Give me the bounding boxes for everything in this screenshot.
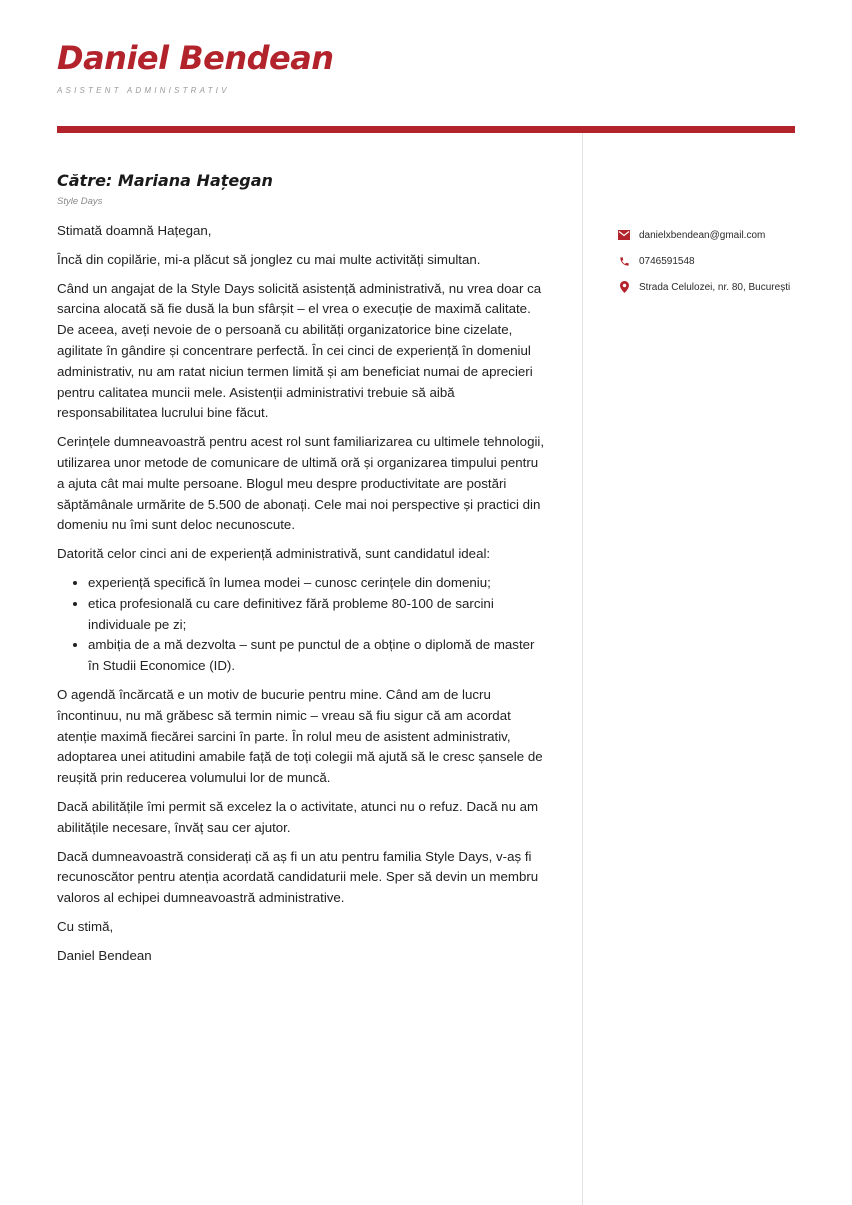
contact-address <box>617 278 827 296</box>
paragraph: Dacă dumneavoastră considerați că aș fi un atu pentru familia Style Days, v-aș fi recunoscător pentru atenția acordată candidaturii mele. Sper să devin un membru valoros al echipei dumneavoastră administrative. <box>57 848 539 906</box>
location-pin-icon <box>617 280 631 294</box>
letter-content <box>57 221 547 967</box>
phone-icon <box>617 254 631 268</box>
signature: Daniel Bendean <box>57 947 152 963</box>
closing: Cu stimă, <box>57 918 114 934</box>
email-text: danielxbendean@gmail.com <box>639 229 766 241</box>
list-item: • ambiția de a mă dezvolta – sunt pe punctul de a obține o diplomă de master în Studii Economice (ID). <box>88 635 547 677</box>
recipient-name: Către: Mariana Hațegan <box>57 171 273 190</box>
list-item: • etica profesională cu care definitivez fără probleme 80-100 de sarcini individuale pe zi; <box>88 594 547 636</box>
paragraph: Datorită celor cinci ani de experiență administrativă, sunt candidatul ideal: <box>57 546 491 562</box>
header-accent-bar <box>57 126 795 133</box>
greeting: Stimată doamnă Hațegan, <box>57 223 212 238</box>
job-title: ASISTENT ADMINISTRATIV <box>57 86 230 95</box>
contact-email[interactable] <box>617 226 827 244</box>
contact-phone[interactable] <box>617 252 827 270</box>
letter-body <box>57 170 547 975</box>
mail-icon <box>617 228 631 242</box>
contact-info <box>617 226 827 304</box>
paragraph: Încă din copilărie, mi-a plăcut să jonglez cu mai multe activități simultan. <box>57 251 481 267</box>
applicant-name: Daniel Bendean <box>57 39 334 77</box>
address-text: Strada Celulozei, nr. 80, București <box>639 281 791 293</box>
paragraph: Când un angajat de la Style Days solicită asistență administrativă, nu vrea doar ca sarcina alocată să fie dusă la bun sfârșit – el vrea o execuție de maximă calitate. De aceea, aveți nevoie de o persoană cu abilități organizatorice bine cizelate, agilitate în gândire și concentrare perfectă. În cei cinci de experiență în domeniul administrativ, nu am ratat niciun termen limită și am beneficiat numai de aprecieri pentru calitatea muncii mele. Asistenții administrativi trebuie să aibă responsabilitatea lucrului bine făcut. <box>57 280 542 421</box>
list-item: • experiență specifică în lumea modei – cunosc cerințele din domeniu; <box>88 573 547 594</box>
column-divider <box>582 133 583 1205</box>
paragraph: Dacă abilitățile îmi permit să excelez la o activitate, atunci nu o refuz. Dacă nu am abilitățile necesare, învăț sau cer ajutor. <box>57 798 539 835</box>
recipient-company: Style Days <box>57 196 103 207</box>
header <box>57 38 797 95</box>
phone-text: 0746591548 <box>639 255 695 267</box>
paragraph: O agendă încărcată e un motiv de bucurie pentru mine. Când am de lucru încontinuu, nu mă grăbesc să termin nimic – vreau să fiu sigur că am acordat atenție maximă fiecărei sarcini în parte. În rolul meu de asistent administrativ, adoptarea unei atitudini amabile față de toți colegii mă ajută să le cresc șansele de reușită prin reducerea volumului lor de muncă. <box>57 686 543 786</box>
qualifications-list <box>57 573 547 677</box>
paragraph: Cerințele dumneavoastră pentru acest rol sunt familiarizarea cu ultimele tehnologii, utilizarea unor metode de comunicare de ultimă oră și organizarea timpului pentru a ajuta cât mai multe persoane. Blogul meu despre productivitate are postări săptămânale urmărite de 5.500 de abonați. Cele mai noi perspective și practici din domeniu nu îmi sunt deloc necunoscute. <box>57 434 545 533</box>
